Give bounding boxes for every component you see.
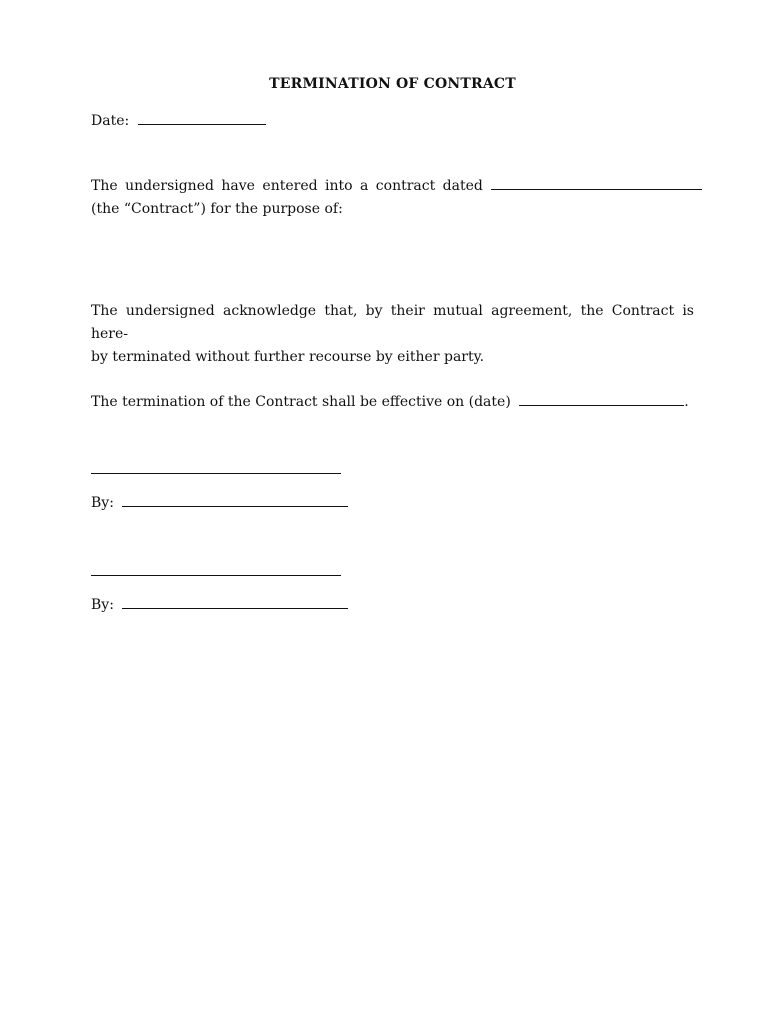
acknowledgement-paragraph [91, 300, 694, 369]
signature-2-by-blank-field[interactable] [122, 595, 348, 609]
contract-paragraph-line-1 [91, 175, 694, 198]
contract-dated-text: The undersigned have entered into a contract dated [91, 178, 483, 194]
contract-paragraph [91, 175, 694, 221]
signature-2-name-line[interactable] [91, 575, 341, 576]
contract-date-blank-field[interactable] [491, 176, 702, 190]
signature-2-by-label: By: [91, 597, 114, 613]
acknowledgement-line-1: The undersigned acknowledge that, by their mutual agreement, the Contract is here- [91, 303, 694, 342]
effective-date-text: The termination of the Contract shall be effective on (date) [91, 394, 511, 410]
signature-1-by-label: By: [91, 495, 114, 511]
signature-1-by-blank-field[interactable] [122, 493, 348, 507]
effective-date-period: . [684, 394, 689, 410]
effective-date-row [91, 392, 689, 410]
date-label: Date: [91, 113, 130, 129]
contract-purpose-text: (the “Contract”) for the purpose of: [91, 201, 343, 217]
signature-1-name-line[interactable] [91, 473, 341, 474]
signature-2-by-row [91, 595, 348, 613]
effective-date-blank-field[interactable] [519, 392, 684, 406]
signature-1-by-row [91, 493, 348, 511]
date-row [91, 111, 266, 129]
acknowledgement-line-2: by terminated without further recourse by either party. [91, 349, 485, 365]
date-blank-field[interactable] [138, 111, 266, 125]
document-title: TERMINATION OF CONTRACT [269, 76, 516, 92]
